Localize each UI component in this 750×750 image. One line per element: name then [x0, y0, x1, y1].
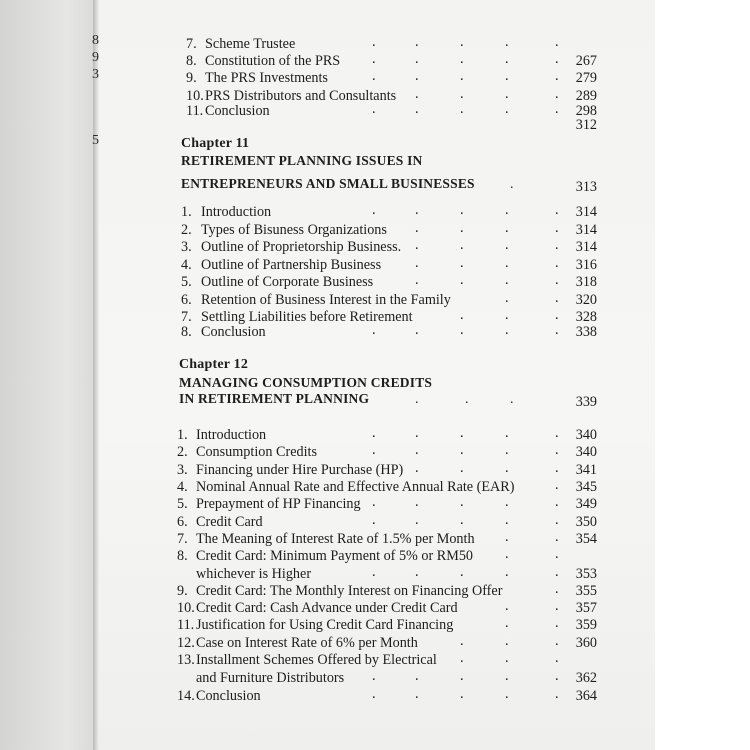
dot: .: [505, 68, 509, 84]
dot: .: [415, 86, 419, 102]
dot: .: [555, 237, 559, 253]
toc-entry: [0, 461, 750, 479]
toc-entry-number: 4.: [181, 257, 192, 273]
dot: .: [372, 668, 376, 684]
dot: .: [460, 68, 464, 84]
toc-entry-page: 312: [575, 117, 597, 133]
toc-entry: [0, 273, 750, 291]
toc-entry-page: 279: [575, 70, 597, 86]
dot: .: [372, 442, 376, 458]
dot: .: [415, 564, 419, 580]
toc-entry-number: 6.: [177, 514, 188, 530]
toc-entry-title: Financing under Hire Purchase (HP): [196, 462, 404, 478]
toc-entry: [0, 616, 750, 634]
dot: .: [505, 650, 509, 666]
dot: .: [415, 272, 419, 288]
dot: .: [372, 34, 376, 50]
toc-entry-number: 7.: [177, 531, 188, 547]
toc-entry-title: Credit Card: The Monthly Interest on Financing Offer: [196, 583, 503, 599]
dot: .: [555, 529, 559, 545]
toc-entry-page: 289: [575, 88, 597, 104]
dot: .: [555, 255, 559, 271]
toc-entry-title: Introduction: [196, 427, 267, 443]
dot: .: [372, 202, 376, 218]
dot: .: [460, 101, 464, 117]
toc-entry-title: Outline of Partnership Business: [201, 257, 382, 273]
toc-entry: [0, 203, 750, 221]
dot: .: [555, 668, 559, 684]
dot: .: [505, 494, 509, 510]
dot: .: [505, 512, 509, 528]
chapter-12-title-line1: MANAGING CONSUMPTION CREDITS: [179, 375, 433, 390]
dot: .: [460, 86, 464, 102]
toc-entry-page: 298: [575, 103, 597, 119]
toc-entry: [0, 582, 750, 600]
dot: .: [555, 290, 559, 306]
dot: .: [555, 220, 559, 236]
dot: .: [505, 564, 509, 580]
dot: .: [415, 202, 419, 218]
chapter-12-heading-row: [0, 393, 750, 411]
toc-entry-number: 3.: [177, 462, 188, 478]
toc-entry-title: The PRS Investments: [205, 70, 328, 86]
dot: .: [460, 633, 464, 649]
dot: .: [415, 68, 419, 84]
toc-entry-title: Conclusion: [205, 103, 270, 119]
dot: .: [460, 202, 464, 218]
dot: .: [555, 546, 559, 562]
dot: .: [505, 307, 509, 323]
toc-entry-number: 1.: [177, 427, 188, 443]
toc-entry: [0, 221, 750, 239]
toc-entry-number: 9.: [186, 70, 197, 86]
toc-entry-page: 349: [575, 496, 597, 512]
dot-leader: . . .: [415, 392, 514, 407]
toc-entry-number: 7.: [181, 309, 192, 325]
dot: .: [555, 101, 559, 117]
dot: .: [505, 202, 509, 218]
dot: .: [505, 668, 509, 684]
dot: .: [460, 460, 464, 476]
chapter-11-page: 313: [575, 179, 597, 195]
toc-entry-title: Credit Card: [196, 514, 263, 530]
toc-entry-number: 2.: [177, 444, 188, 460]
dot: .: [555, 425, 559, 441]
toc-entry-title: Types of Bisuness Organizations: [201, 222, 387, 238]
left-page-number: 9: [92, 50, 99, 65]
toc-entry: [0, 530, 750, 548]
toc-entry: [0, 323, 750, 341]
dot: .: [555, 272, 559, 288]
dot: .: [555, 460, 559, 476]
dot: .: [415, 442, 419, 458]
toc-entry-number: 10.: [186, 88, 204, 104]
toc-entry-title: Conclusion: [196, 688, 261, 704]
toc-entry-page: 320: [575, 292, 597, 308]
dot: .: [505, 546, 509, 562]
dot: .: [555, 512, 559, 528]
toc-entry-title: and Furniture Distributors: [196, 670, 345, 686]
toc-entry-title: Settling Liabilities before Retirement: [201, 309, 413, 325]
toc-entry-number: 5.: [177, 496, 188, 512]
left-page-number: 3: [92, 67, 99, 82]
toc-entry-number: 10.: [177, 600, 195, 616]
toc-entry-title: Constitution of the PRS: [205, 53, 341, 69]
toc-entry: [0, 291, 750, 309]
dot: .: [555, 202, 559, 218]
left-page-number: 5: [92, 133, 99, 148]
dot: .: [505, 460, 509, 476]
dot-leader: .: [510, 177, 514, 192]
dot: .: [555, 686, 559, 702]
toc-entry-page: 353: [575, 566, 597, 582]
dot: .: [555, 581, 559, 597]
dot: .: [460, 34, 464, 50]
toc-entry-title: Credit Card: Minimum Payment of 5% or RM50: [196, 548, 474, 564]
toc-entry-page: 340: [575, 444, 597, 460]
dot: .: [460, 322, 464, 338]
dot: .: [460, 255, 464, 271]
dot: .: [372, 494, 376, 510]
toc-entry-page: 338: [575, 324, 597, 340]
dot: .: [505, 633, 509, 649]
dot: .: [555, 494, 559, 510]
dot: .: [415, 237, 419, 253]
dot: .: [505, 101, 509, 117]
dot: .: [460, 442, 464, 458]
dot: .: [460, 425, 464, 441]
dot: .: [415, 686, 419, 702]
toc-entry-number: 5.: [181, 274, 192, 290]
toc-entry-title: Introduction: [201, 204, 272, 220]
toc-entry-number: 13.: [177, 652, 195, 668]
toc-entry: [0, 565, 750, 583]
dot: .: [460, 220, 464, 236]
dot: .: [505, 425, 509, 441]
dot: .: [505, 255, 509, 271]
toc-entry: [0, 599, 750, 617]
toc-entry-page: 267: [575, 53, 597, 69]
toc-entry-title: Case on Interest Rate of 6% per Month: [196, 635, 418, 651]
toc-entry-number: 8.: [186, 53, 197, 69]
toc-entry-title: Installment Schemes Offered by Electrical: [196, 652, 437, 668]
toc-entry-page: 328: [575, 309, 597, 325]
chapter-12-label: Chapter 12: [179, 357, 249, 372]
dot: .: [372, 51, 376, 67]
toc-entry-number: 11.: [177, 617, 195, 633]
toc-entry: [0, 116, 750, 134]
dot: .: [372, 425, 376, 441]
dot: .: [505, 86, 509, 102]
dot: .: [372, 322, 376, 338]
toc-entry-title: Nominal Annual Rate and Effective Annual Rate (EAR): [196, 479, 515, 495]
dot: .: [555, 322, 559, 338]
toc-entry-page: 357: [575, 600, 597, 616]
chapter-11-label: Chapter 11: [181, 136, 250, 151]
toc-entry-number: 8.: [177, 548, 188, 564]
toc-entry-title: Justification for Using Credit Card Financing: [196, 617, 454, 633]
dot: .: [460, 564, 464, 580]
toc-entry: [0, 634, 750, 652]
dot: .: [415, 101, 419, 117]
dot: .: [555, 34, 559, 50]
dot: .: [415, 460, 419, 476]
dot: .: [460, 307, 464, 323]
toc-entry-title: PRS Distributors and Consultants: [205, 88, 397, 104]
toc-entry-page: 314: [575, 204, 597, 220]
left-page-number: 8: [92, 33, 99, 48]
dot: .: [460, 272, 464, 288]
dot: .: [505, 615, 509, 631]
toc-entry-title: Retention of Business Interest in the Family: [201, 292, 451, 308]
toc-entry-number: 4.: [177, 479, 188, 495]
toc-entry-title: whichever is Higher: [196, 566, 312, 582]
toc-entry-page: 364: [575, 688, 597, 704]
toc-entry-number: 6.: [181, 292, 192, 308]
toc-entry-number: 2.: [181, 222, 192, 238]
toc-entry-page: 341: [575, 462, 597, 478]
toc-entry-title: Scheme Trustee: [205, 36, 296, 52]
toc-entry-title: Conclusion: [201, 324, 266, 340]
toc-entry-number: 3.: [181, 239, 192, 255]
chapter-12-title-line2: IN RETIREMENT PLANNING: [179, 391, 370, 406]
dot: .: [555, 86, 559, 102]
dot: .: [505, 34, 509, 50]
dot: .: [505, 290, 509, 306]
toc-entry-number: 12.: [177, 635, 195, 651]
toc-entry-page: 362: [575, 670, 597, 686]
dot: .: [505, 272, 509, 288]
toc-entry: [0, 443, 750, 461]
dot: .: [460, 51, 464, 67]
toc-entry-page: 314: [575, 239, 597, 255]
dot: .: [460, 668, 464, 684]
toc-entry-page: 354: [575, 531, 597, 547]
toc-entry-title: Consumption Credits: [196, 444, 317, 460]
dot: .: [555, 442, 559, 458]
dot: .: [372, 564, 376, 580]
toc-entry-page: 340: [575, 427, 597, 443]
dot: .: [372, 512, 376, 528]
dot: .: [555, 633, 559, 649]
dot: .: [555, 650, 559, 666]
dot: .: [555, 307, 559, 323]
dot: .: [460, 512, 464, 528]
dot: .: [555, 68, 559, 84]
chapter-11-title-line2: ENTREPRENEURS AND SMALL BUSINESSES: [181, 176, 475, 191]
dot: .: [505, 220, 509, 236]
dot: .: [505, 237, 509, 253]
toc-entry-title: The Meaning of Interest Rate of 1.5% per Month: [196, 531, 475, 547]
dot: .: [505, 686, 509, 702]
toc-entry-number: 11.: [186, 103, 204, 119]
dot: .: [460, 650, 464, 666]
dot: .: [555, 615, 559, 631]
chapter-11-title-line1: RETIREMENT PLANNING ISSUES IN: [181, 153, 423, 168]
dot: .: [505, 51, 509, 67]
dot: .: [372, 686, 376, 702]
toc-entry: [0, 513, 750, 531]
toc-entry-number: 8.: [181, 324, 192, 340]
toc-entry-page: 318: [575, 274, 597, 290]
toc-entry-number: 9.: [177, 583, 188, 599]
dot: .: [415, 51, 419, 67]
toc-entry-page: 355: [575, 583, 597, 599]
dot: .: [415, 255, 419, 271]
dot: .: [415, 322, 419, 338]
dot: .: [555, 477, 559, 493]
dot: .: [415, 34, 419, 50]
chapter-11-heading-row: [0, 178, 750, 196]
toc-entry-title: Outline of Proprietorship Business.: [201, 239, 402, 255]
toc-entry-page: 350: [575, 514, 597, 530]
toc-entry-page: 316: [575, 257, 597, 273]
dot: .: [415, 220, 419, 236]
toc-entry-page: 345: [575, 479, 597, 495]
dot: .: [415, 512, 419, 528]
toc-entry-number: 1.: [181, 204, 192, 220]
dot: .: [460, 237, 464, 253]
dot: .: [460, 494, 464, 510]
toc-entry: [0, 687, 750, 705]
dot: .: [505, 322, 509, 338]
dot: .: [555, 51, 559, 67]
toc-entry-number: 14.: [177, 688, 195, 704]
dot: .: [505, 442, 509, 458]
toc-entry: [0, 256, 750, 274]
toc-entry: [0, 238, 750, 256]
toc-entry-title: Prepayment of HP Financing: [196, 496, 361, 512]
toc-entry-page: 314: [575, 222, 597, 238]
dot: .: [555, 598, 559, 614]
toc-entry-page: 360: [575, 635, 597, 651]
dot: .: [460, 686, 464, 702]
dot: .: [415, 668, 419, 684]
toc-entry-title: Outline of Corporate Business: [201, 274, 374, 290]
toc-entry: [0, 69, 750, 87]
dot: .: [415, 494, 419, 510]
dot: .: [505, 598, 509, 614]
dot: .: [505, 529, 509, 545]
dot: .: [372, 68, 376, 84]
toc-entry-number: 7.: [186, 36, 197, 52]
dot: .: [415, 425, 419, 441]
toc-entry-page: 359: [575, 617, 597, 633]
dot: .: [555, 564, 559, 580]
toc-entry-title: Credit Card: Cash Advance under Credit Card: [196, 600, 458, 616]
dot: .: [372, 101, 376, 117]
chapter-12-page: 339: [575, 394, 597, 410]
